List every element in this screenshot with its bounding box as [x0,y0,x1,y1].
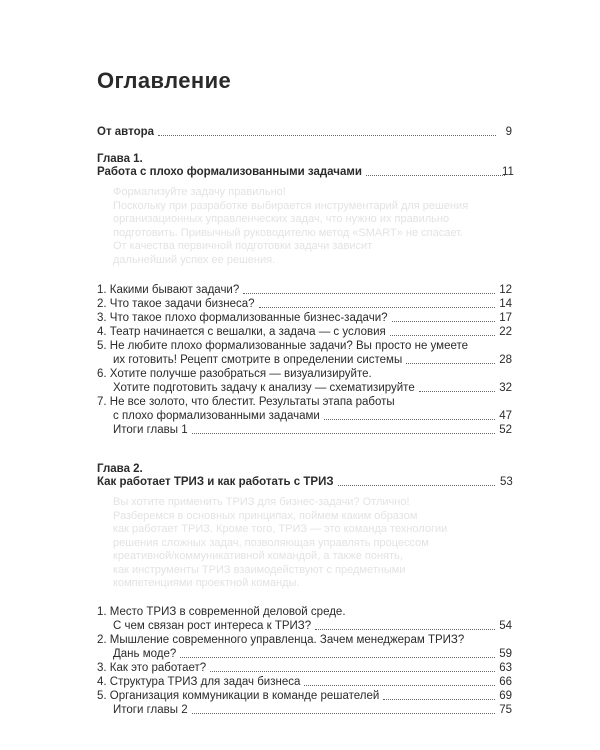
page-number: 28 [499,354,512,366]
page-number: 17 [499,312,512,324]
page-number: 69 [499,690,512,702]
intro-line: компетенциями проектной команды. [113,577,300,589]
dot-leader [419,391,495,392]
toc-item-label: с плохо формализованными задачами [113,410,320,422]
chapter-heading: Глава 2. [97,463,143,475]
dot-leader [158,135,496,136]
page-number: 54 [499,620,512,632]
toc-item-label[interactable]: 1. Место ТРИЗ в современной деловой среде. [97,606,346,618]
intro-line: От качества первичной подготовки задачи зависит [113,240,373,252]
dot-leader [243,293,495,294]
chapter-title: Работа с плохо формализованными задачами [97,166,362,178]
intro-line: Вы хотите применить ТРИЗ для бизнес-задачи? Отлично! [113,496,410,508]
dot-leader [180,657,495,658]
page-number: 9 [505,126,512,138]
toc-item-label[interactable]: 2. Мышление современного управленца. Зачем менеджерам ТРИЗ? [97,634,465,646]
intro-line: как работает ТРИЗ. Кроме того, ТРИЗ — это команда технологии [113,523,448,535]
toc-item-label: Хотите подготовить задачу к анализу — схематизируйте [113,382,415,394]
intro-line: дальнейший успех ее решения. [113,253,276,266]
toc-item-label[interactable]: 5. Не любите плохо формализованные задачи? Вы просто не умеете [97,340,469,352]
toc-item[interactable] [113,702,512,718]
toc-item-label: 2. Что такое задачи бизнеса? [97,298,255,310]
toc-item-label: 4. Театр начинается с вешалки, а задача — с условия [97,326,386,338]
chapter-title: Как работает ТРИЗ и как работать с ТРИЗ [97,476,334,488]
dot-leader [192,713,496,714]
dot-leader [338,485,495,486]
toc-item-label: 3. Что такое плохо формализованные бизнес-задачи? [97,312,388,324]
dot-leader [324,419,495,420]
page-number: 12 [499,284,512,296]
chapter-intro-faded [113,186,493,267]
dot-leader [390,335,495,336]
toc-item-label[interactable]: 6. Хотите получше разобраться — визуализируйте. [97,368,372,380]
intro-line: организационных управленческих задач, что нужно их правильно [113,213,450,225]
dot-leader [192,433,496,434]
intro-line: как инструменты ТРИЗ взаимодействуют с предметными [113,563,406,576]
toc-item-label: 5. Организация коммуникации в команде решателей [97,690,380,702]
page-number: 47 [499,410,512,422]
page-number: 52 [499,424,512,436]
toc-item-label: их готовить! Рецепт смотрите в определении системы [113,354,403,366]
dot-leader [383,699,495,700]
toc-item-label: Итоги главы 2 [113,704,188,716]
page-number: 53 [500,476,513,488]
page-number: 22 [499,326,512,338]
intro-line: креативной/коммуникативной командой, а также понять, [113,550,403,562]
toc-chapter-1[interactable] [97,164,509,180]
toc-item-label[interactable]: 7. Не все золото, что блестит. Результаты этапа работы [97,396,395,408]
dot-leader [210,671,495,672]
toc-entry-author[interactable] [97,124,512,140]
page-number: 14 [499,298,512,310]
toc-item-label: Итоги главы 1 [113,424,188,436]
intro-line: Формализуйте задачу правильно! [113,186,286,198]
page-number: 32 [499,382,512,394]
dot-leader [366,175,505,176]
toc-entry-label: От автора [97,126,155,138]
intro-line: Разберемся в основных принципах, поймем каким образом [113,509,418,522]
toc-item[interactable] [113,422,512,438]
toc-item-label: 3. Как это работает? [97,662,207,674]
toc-chapter-2[interactable] [97,474,499,490]
page-title: Оглавление [97,68,232,93]
page-number: 59 [499,648,512,660]
dot-leader [406,363,495,364]
page-number: 75 [499,704,512,716]
toc-item-label: 1. Какими бывают задачи? [97,284,240,296]
intro-line: Поскольку при разработке выбирается инструментарий для решения [113,199,469,212]
dot-leader [304,685,495,686]
intro-line: подготовить. Привычный руководителю метод «SMART» не спасает. [113,226,463,239]
toc-item-label: С чем связан рост интереса к ТРИЗ? [113,620,312,632]
toc-item-label: Дань моде? [113,648,177,660]
dot-leader [259,307,496,308]
page-number: 66 [499,676,512,688]
page-number: 63 [499,662,512,674]
dot-leader [315,629,495,630]
page-number: 11 [502,166,514,178]
dot-leader [392,321,496,322]
toc-item-label: 4. Структура ТРИЗ для задач бизнеса [97,676,301,688]
intro-line: решения сложных задач, позволяющая управлять процессом [113,536,429,549]
chapter-intro-faded [113,496,493,591]
chapter-heading: Глава 1. [97,153,143,165]
